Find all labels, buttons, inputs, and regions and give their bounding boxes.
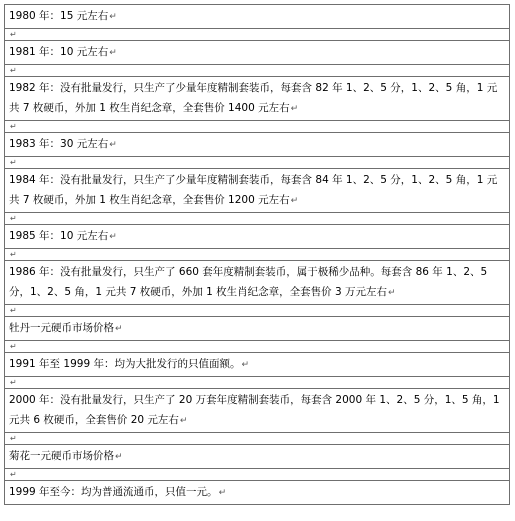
paragraph-mark-icon: ↵ bbox=[10, 30, 17, 39]
blank-row bbox=[5, 469, 510, 481]
paragraph-mark-icon: ↵ bbox=[10, 434, 17, 443]
paragraph-mark-icon: ↵ bbox=[10, 378, 17, 387]
blank-row bbox=[5, 433, 510, 445]
cell-text: 1982 年：没有批量发行，只生产了少量年度精制套装币，每套含 82 年 1、2、5 分，1、2、5 角，1 元共 7 枚硬币，外加 1 枚生肖纪念章，全套售价 1400 元左右 bbox=[9, 82, 498, 114]
table-cell[interactable] bbox=[5, 445, 510, 469]
table-cell[interactable] bbox=[5, 77, 510, 121]
paragraph-mark-icon: ↵ bbox=[109, 140, 117, 150]
paragraph-mark-icon: ↵ bbox=[241, 360, 250, 370]
blank-cell[interactable] bbox=[5, 249, 510, 261]
blank-cell[interactable] bbox=[5, 29, 510, 41]
table-cell[interactable] bbox=[5, 481, 510, 505]
table-row bbox=[5, 481, 510, 505]
table-cell[interactable] bbox=[5, 261, 510, 305]
blank-row bbox=[5, 65, 510, 77]
cell-text: 1981 年：10 元左右 bbox=[9, 46, 109, 58]
blank-row bbox=[5, 249, 510, 261]
paragraph-mark-icon: ↵ bbox=[179, 416, 188, 426]
blank-row bbox=[5, 213, 510, 225]
table-body bbox=[5, 5, 510, 505]
paragraph-mark-icon: ↵ bbox=[10, 306, 17, 315]
blank-cell[interactable] bbox=[5, 65, 510, 77]
table-cell[interactable] bbox=[5, 389, 510, 433]
paragraph-mark-icon: ↵ bbox=[10, 66, 17, 75]
blank-row bbox=[5, 29, 510, 41]
table-row bbox=[5, 445, 510, 469]
blank-row bbox=[5, 157, 510, 169]
table-cell[interactable] bbox=[5, 317, 510, 341]
table-row bbox=[5, 353, 510, 377]
paragraph-mark-icon: ↵ bbox=[109, 12, 117, 22]
paragraph-mark-icon: ↵ bbox=[115, 452, 123, 462]
paragraph-mark-icon: ↵ bbox=[115, 324, 123, 334]
blank-row bbox=[5, 305, 510, 317]
table-row bbox=[5, 77, 510, 121]
paragraph-mark-icon: ↵ bbox=[290, 104, 299, 114]
blank-cell[interactable] bbox=[5, 213, 510, 225]
table-row bbox=[5, 225, 510, 249]
table-row bbox=[5, 41, 510, 65]
paragraph-mark-icon: ↵ bbox=[10, 250, 17, 259]
table-cell[interactable] bbox=[5, 225, 510, 249]
paragraph-mark-icon: ↵ bbox=[218, 488, 227, 498]
cell-text: 2000 年：没有批量发行，只生产了 20 万套年度精制套装币，每套含 2000 年 1、2、5 分，1、5 角，1 元共 6 枚硬币，全套售价 20 元左右 bbox=[9, 394, 500, 426]
paragraph-mark-icon: ↵ bbox=[10, 214, 17, 223]
cell-text: 1983 年：30 元左右 bbox=[9, 138, 109, 150]
cell-text: 1980 年：15 元左右 bbox=[9, 10, 109, 22]
table-row bbox=[5, 261, 510, 305]
blank-cell[interactable] bbox=[5, 377, 510, 389]
table-cell[interactable] bbox=[5, 5, 510, 29]
cell-text: 牡丹一元硬币市场价格 bbox=[9, 322, 114, 334]
paragraph-mark-icon: ↵ bbox=[10, 122, 17, 131]
paragraph-mark-icon: ↵ bbox=[109, 48, 117, 58]
blank-row bbox=[5, 121, 510, 133]
paragraph-mark-icon: ↵ bbox=[10, 470, 17, 479]
cell-text: 1984 年：没有批量发行，只生产了少量年度精制套装币，每套含 84 年 1、2、5 分，1、2、5 角，1 元共 7 枚硬币，外加 1 枚生肖纪念章，全套售价 1200 元左右 bbox=[9, 174, 498, 206]
table-row bbox=[5, 389, 510, 433]
blank-cell[interactable] bbox=[5, 433, 510, 445]
blank-cell[interactable] bbox=[5, 305, 510, 317]
document-table bbox=[4, 4, 510, 505]
table-cell[interactable] bbox=[5, 353, 510, 377]
table-row bbox=[5, 169, 510, 213]
blank-cell[interactable] bbox=[5, 469, 510, 481]
blank-cell[interactable] bbox=[5, 341, 510, 353]
table-row bbox=[5, 5, 510, 29]
table-cell[interactable] bbox=[5, 169, 510, 213]
blank-row bbox=[5, 341, 510, 353]
paragraph-mark-icon: ↵ bbox=[10, 342, 17, 351]
blank-cell[interactable] bbox=[5, 157, 510, 169]
cell-text: 1999 年至今：均为普通流通币，只值一元。 bbox=[9, 486, 218, 498]
paragraph-mark-icon: ↵ bbox=[387, 288, 396, 298]
table-row bbox=[5, 133, 510, 157]
cell-text: 菊花一元硬币市场价格 bbox=[9, 450, 114, 462]
paragraph-mark-icon: ↵ bbox=[109, 232, 117, 242]
table-cell[interactable] bbox=[5, 41, 510, 65]
cell-text: 1986 年：没有批量发行，只生产了 660 套年度精制套装币，属于极稀少品种。每套含 86 年 1、2、5 分，1、2、5 角，1 元共 7 枚硬币，外加 1 枚生肖纪念章，全套售价 3 万元左右 bbox=[9, 266, 488, 298]
table-row bbox=[5, 317, 510, 341]
blank-row bbox=[5, 377, 510, 389]
cell-text: 1985 年：10 元左右 bbox=[9, 230, 109, 242]
blank-cell[interactable] bbox=[5, 121, 510, 133]
paragraph-mark-icon: ↵ bbox=[290, 196, 299, 206]
paragraph-mark-icon: ↵ bbox=[10, 158, 17, 167]
cell-text: 1991 年至 1999 年：均为大批发行的只值面额。 bbox=[9, 358, 241, 370]
table-cell[interactable] bbox=[5, 133, 510, 157]
